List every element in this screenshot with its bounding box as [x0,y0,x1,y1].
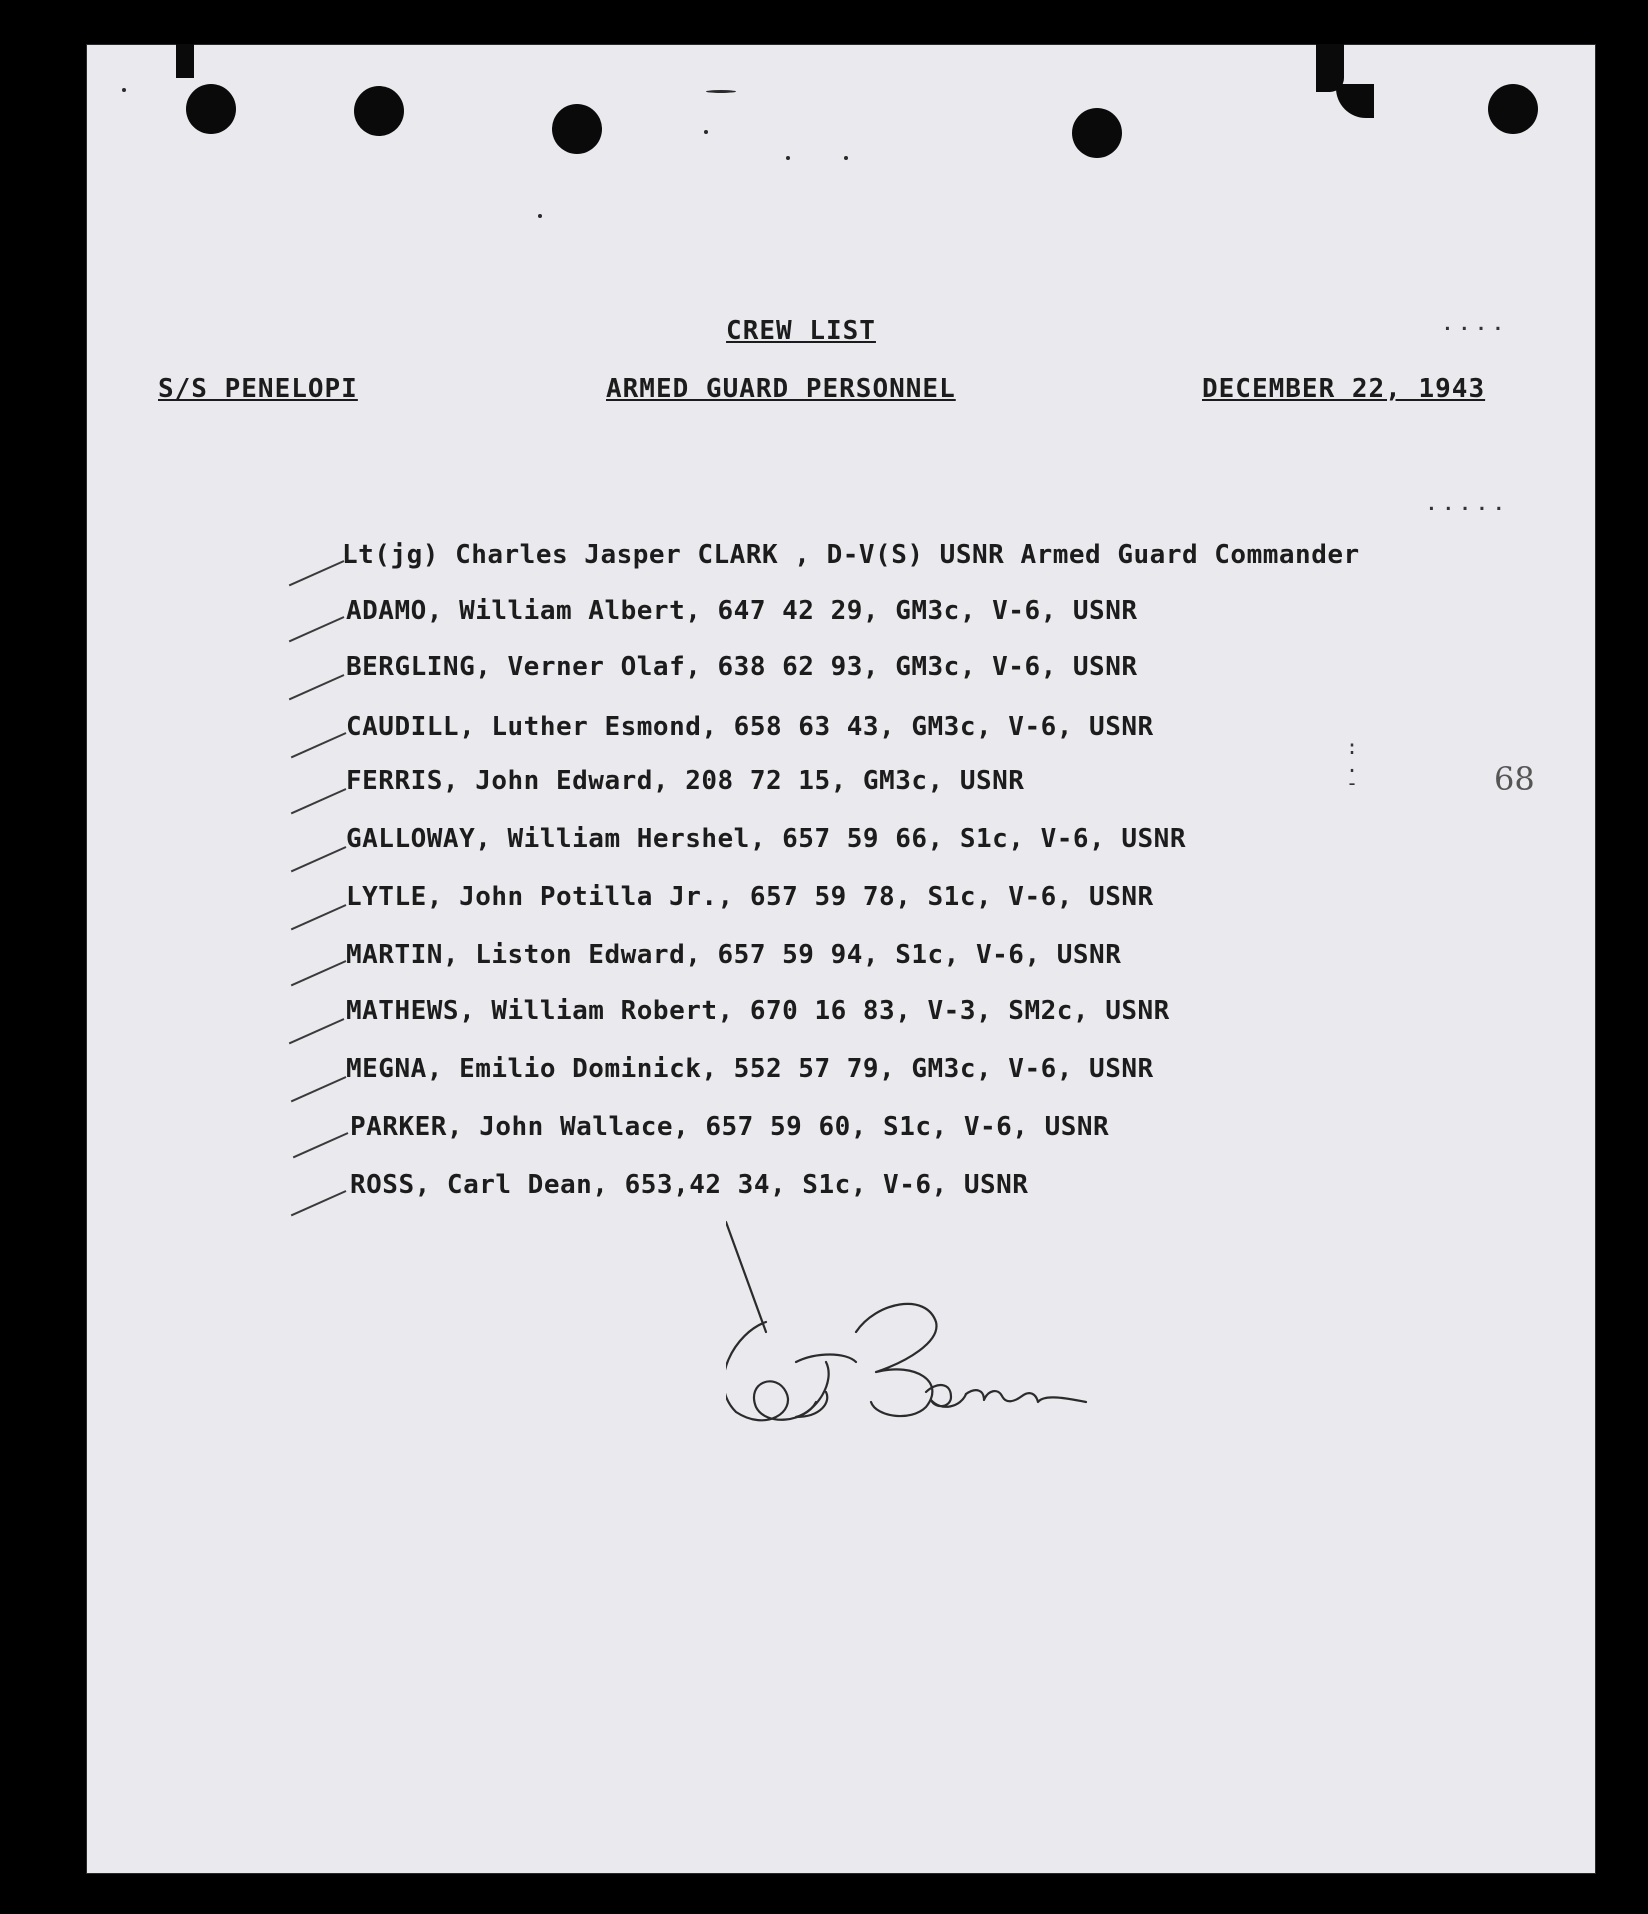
roster-entry: Lt(jg) Charles Jasper CLARK , D-V(S) USNR Armed Guard Commander [342,540,1360,570]
roster-entry: GALLOWAY, William Hershel, 657 59 66, S1c, V-6, USNR [346,824,1186,854]
check-mark [289,616,345,642]
page-number: 68 [1494,760,1535,798]
check-mark [291,1076,347,1102]
margin-marks: : . - [1345,735,1359,795]
document-subtitle: ARMED GUARD PERSONNEL [606,374,956,404]
check-mark [291,788,347,814]
document-date: DECEMBER 22, 1943 [1202,374,1486,404]
torn-edge-mark [1336,84,1374,118]
roster-entry: LYTLE, John Potilla Jr., 657 59 78, S1c, V-6, USNR [346,882,1154,912]
check-mark [289,1018,345,1044]
speck [844,156,848,160]
roster-entry: ADAMO, William Albert, 647 42 29, GM3c, V-6, USNR [346,596,1138,626]
check-mark [291,960,347,986]
punch-hole [354,86,404,136]
speck [706,90,736,93]
check-mark [291,1190,347,1216]
roster-entry: CAUDILL, Luther Esmond, 658 63 43, GM3c, V-6, USNR [346,712,1154,742]
check-mark [291,846,347,872]
roster-entry: ROSS, Carl Dean, 653,42 34, S1c, V-6, USNR [350,1170,1029,1200]
document-page [86,44,1596,1874]
signature [726,1212,1186,1472]
document-title: CREW LIST [726,316,876,346]
roster-entry: MARTIN, Liston Edward, 657 59 94, S1c, V-6, USNR [346,940,1122,970]
speck [538,214,542,218]
punch-hole [186,84,236,134]
check-mark [289,560,345,586]
check-mark [291,732,347,758]
check-mark [293,1132,349,1158]
speck [786,156,790,160]
check-mark [291,904,347,930]
roster-entry: FERRIS, John Edward, 208 72 15, GM3c, USNR [346,766,1025,796]
roster-entry: MATHEWS, William Robert, 670 16 83, V-3, SM2c, USNR [346,996,1170,1026]
speck [704,130,708,134]
margin-dots: .... [1442,314,1510,335]
torn-edge-mark [176,44,194,78]
roster-entry: MEGNA, Emilio Dominick, 552 57 79, GM3c, V-6, USNR [346,1054,1154,1084]
punch-hole [552,104,602,154]
speck [122,88,126,92]
punch-hole [1488,84,1538,134]
roster-entry: BERGLING, Verner Olaf, 638 62 93, GM3c, V-6, USNR [346,652,1138,682]
margin-dots: ..... [1426,494,1511,515]
roster-entry: PARKER, John Wallace, 657 59 60, S1c, V-6, USNR [350,1112,1110,1142]
ship-name: S/S PENELOPI [158,374,358,404]
check-mark [289,674,345,700]
punch-hole [1072,108,1122,158]
